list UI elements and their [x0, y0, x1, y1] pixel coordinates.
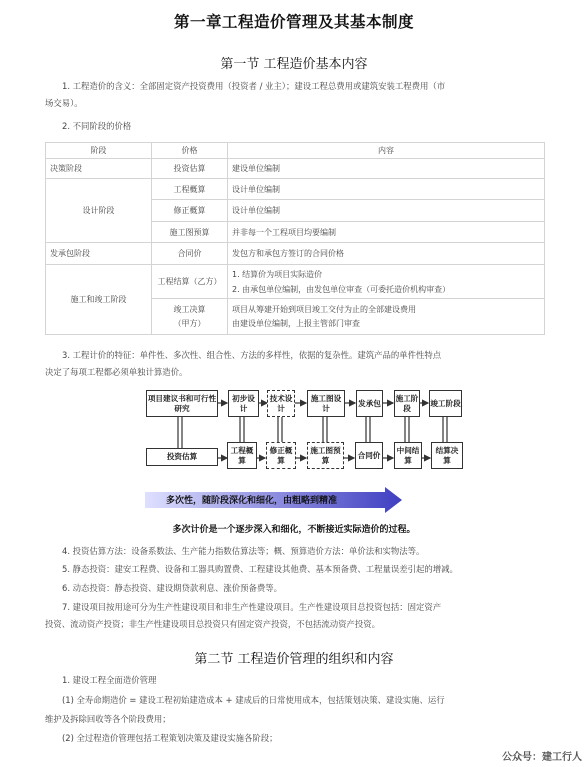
table-cell-stage: 决策阶段 — [46, 159, 152, 179]
section2-paragraph-3: (2) 全过程造价管理包括工程策划决策及建设实施各阶段； — [62, 733, 278, 743]
paragraph-2: 2. 不同阶段的价格 — [62, 121, 132, 131]
flow-box-project-estimate: 工程概算 — [227, 442, 257, 469]
table-row — [46, 159, 545, 179]
table-cell-stage: 施工和竣工阶段 — [46, 265, 152, 335]
paragraph-5: 5. 静态投资：建安工程费、设备和工器具购置费、工程建设其他费、基本预备费、工程量误差引起的增减。 — [62, 564, 458, 574]
table-cell-content: 设计单位编制 — [228, 179, 545, 200]
price-stage-table — [45, 142, 545, 335]
section2-paragraph-1: 1. 建设工程全面造价管理 — [62, 675, 157, 685]
paragraph-6: 6. 动态投资：静态投资、建设期贷款利息、涨价预备费等。 — [62, 583, 283, 593]
table-cell-price: 工程概算 — [152, 179, 228, 200]
flow-box-technical-design: 技术设计 — [267, 390, 295, 417]
table-header-content: 内容 — [228, 143, 545, 159]
flow-caption: 多次计价是一个逐步深入和细化，不断接近实际造价的过程。 — [172, 525, 416, 535]
settlement-content-line-1: 1. 结算价为项目实际造价 — [232, 269, 323, 279]
table-row — [46, 179, 545, 200]
paragraph-3-line-1: 3. 工程计价的特征：单件性、多次性、组合性、方法的多样性，依据的复杂性。建筑产品的单件性特点 — [62, 350, 442, 360]
table-cell-content: 设计单位编制 — [228, 200, 545, 222]
table-header-stage: 阶段 — [46, 143, 152, 159]
table-cell-price: 施工图预算 — [152, 222, 228, 243]
paragraph-7-line-1: 7. 建设项目按用途可分为生产性建设项目和非生产性建设项目。生产性建设项目总投资包括：固定资产 — [62, 602, 442, 612]
final-content-line-1: 项目从筹建开始到项目竣工交付为止的全部建设费用 — [232, 304, 416, 314]
table-row — [46, 265, 545, 299]
flow-box-revised-estimate: 修正概算 — [266, 442, 296, 469]
chapter-title: 第一章工程造价管理及其基本制度 — [173, 13, 414, 31]
section2-paragraph-2-line-2: 维护及拆除回收等各个阶段费用； — [45, 714, 171, 724]
flow-box-interim-settlement: 中间结算 — [394, 442, 422, 469]
paragraph-1-line-1: 1. 工程造价的含义：全部固定资产投资费用（投资者 / 业主）；建设工程总费用或建筑安装工程费用（市 — [62, 81, 446, 91]
cost-estimation-flow-diagram — [130, 381, 465, 527]
progress-band-label: 多次性，随阶段深化和细化，由粗略到精准 — [166, 496, 338, 506]
table-cell-content — [228, 299, 545, 335]
flow-box-preliminary-design: 初步设计 — [228, 390, 259, 417]
table-cell-price: 合同价 — [152, 243, 228, 265]
section2-paragraph-2-line-1: (1) 全寿命期造价 = 建设工程初始建造成本 + 建成后的日常使用成本，包括策划决策、建设实施、运行 — [62, 695, 445, 705]
table-cell-content — [228, 265, 545, 299]
flow-box-final-settlement: 结算决算 — [431, 442, 463, 469]
section-heading-2: 第二节 工程造价管理的组织和内容 — [194, 652, 394, 667]
table-cell-price: 投资估算 — [152, 159, 228, 179]
table-cell-price — [152, 299, 228, 335]
table-header-row — [46, 143, 545, 159]
table-cell-price: 工程结算（乙方） — [152, 265, 228, 299]
final-content-line-2: 由建设单位编制，上报主管部门审查 — [232, 318, 360, 328]
table-cell-price: 修正概算 — [152, 200, 228, 222]
flow-box-construction-stage: 施工阶段 — [394, 390, 420, 417]
final-price-line-2: （甲方） — [173, 318, 206, 328]
settlement-content-line-2: 2. 由承包单位编制，由发包单位审查（可委托造价机构审查） — [232, 284, 451, 294]
table-header-price: 价格 — [152, 143, 228, 159]
paragraph-3-line-2: 决定了每项工程都必须单独计算造价。 — [45, 367, 188, 377]
paragraph-4: 4. 投资估算方法：设备系数法、生产能力指数估算法等；概、预算造价方法：单价法和实物法等。 — [62, 546, 425, 556]
table-cell-content: 建设单位编制 — [228, 159, 545, 179]
table-cell-stage: 设计阶段 — [46, 179, 152, 243]
flow-box-drawing-budget: 施工图预算 — [307, 442, 344, 469]
final-price-line-1: 竣工决算 — [173, 304, 206, 314]
flow-box-construction-drawing-design: 施工图设计 — [307, 390, 345, 417]
wechat-account-tag: 公众号：建工行人 — [502, 752, 582, 763]
flow-box-investment-estimate: 投资估算 — [146, 448, 218, 466]
paragraph-7-line-2: 投资、流动资产投资；非生产性建设项目总投资只有固定资产投资，不包括流动资产投资。 — [45, 619, 380, 629]
table-cell-content: 发包方和承包方签订的合同价格 — [228, 243, 545, 265]
flow-box-completion-stage: 竣工阶段 — [429, 390, 462, 417]
table-cell-content: 并非每一个工程项目均要编制 — [228, 222, 545, 243]
section-heading-1: 第一节 工程造价基本内容 — [220, 57, 368, 72]
flow-box-contracting: 发承包 — [356, 390, 383, 417]
flow-box-contract-price: 合同价 — [355, 442, 383, 469]
flow-box-feasibility: 项目建议书和可行性研究 — [146, 390, 218, 417]
table-row — [46, 243, 545, 265]
table-cell-stage: 发承包阶段 — [46, 243, 152, 265]
paragraph-1-line-2: 场交易）。 — [45, 98, 83, 108]
